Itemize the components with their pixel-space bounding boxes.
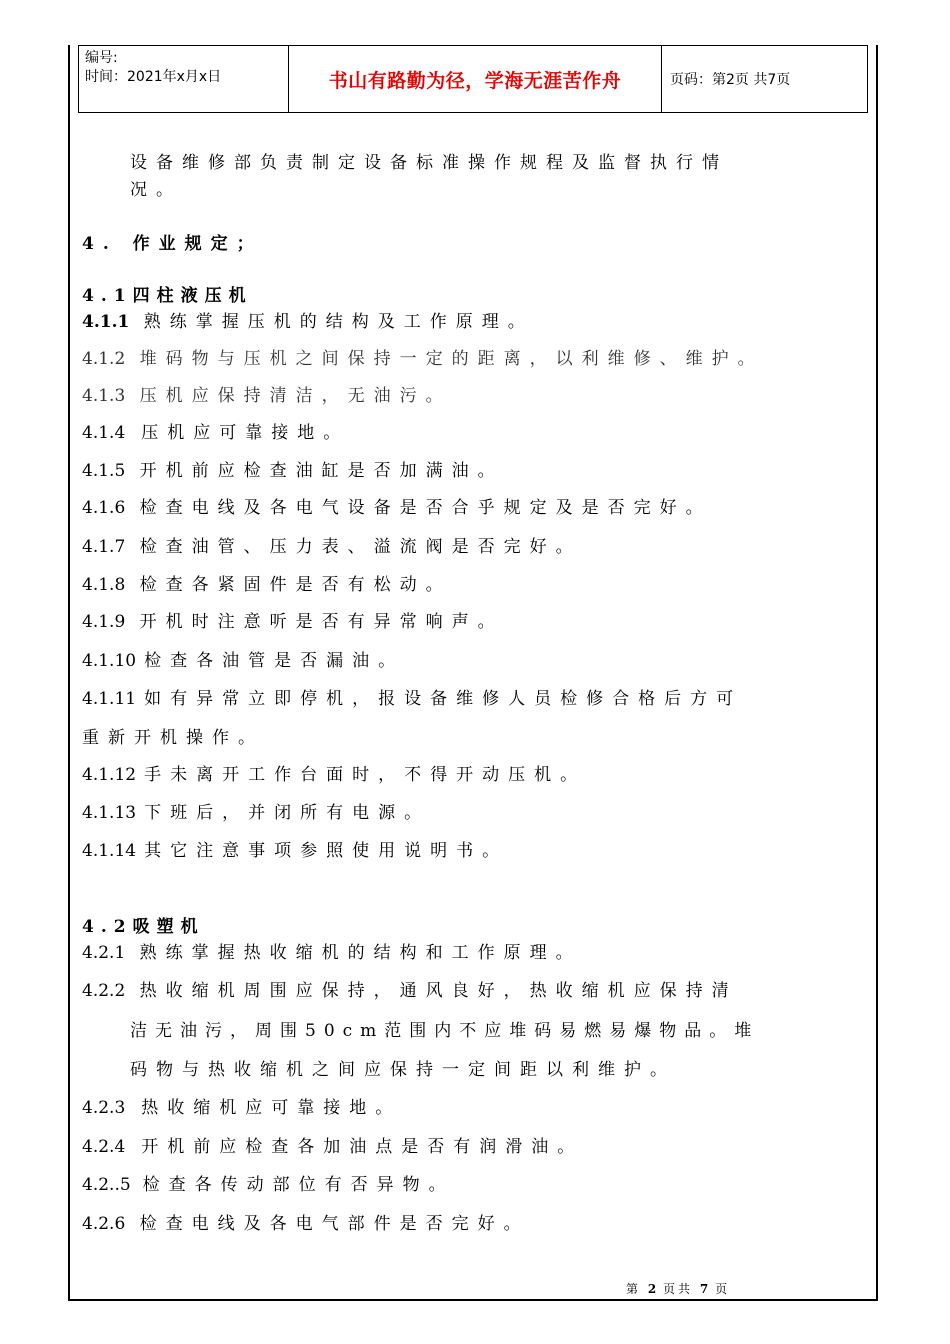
list-item: 4.2.3 热收缩机应可靠接地。 xyxy=(82,1098,402,1118)
list-item: 4.1.11 如有异常立即停机，报设备维修人员检修合格后方可 xyxy=(82,689,743,709)
list-item: 4.2.6 检查电线及各电气部件是否完好。 xyxy=(82,1214,530,1234)
list-item: 4.2.1 熟练掌握热收缩机的结构和工作原理。 xyxy=(82,943,582,963)
list-item-continuation: 洁无油污，周围50cm范围内不应堆码易燃易爆物品。堆 xyxy=(130,1021,760,1041)
header-meta xyxy=(79,46,289,113)
header-motto: 书山有路勤为径，学海无涯苦作舟 xyxy=(289,46,662,113)
list-item: 4.1.6 检查电线及各电气设备是否合乎规定及是否完好。 xyxy=(82,498,712,518)
list-item: 4.1.7 检查油管、压力表、溢流阀是否完好。 xyxy=(82,537,582,557)
list-item: 4.1.9 开机时注意听是否有异常响声。 xyxy=(82,612,504,632)
list-item: 4.1.14 其它注意事项参照使用说明书。 xyxy=(82,841,509,861)
section-4-2-title: 4.2吸塑机 xyxy=(82,917,205,937)
header-page-info: 页码：第2页 共7页 xyxy=(662,46,868,113)
list-item-continuation: 重新开机操作。 xyxy=(82,728,264,748)
intro-line-1: 设备维修部负责制定设备标准操作规程及监督执行情 xyxy=(130,153,728,173)
list-item: 4.1.1 熟练掌握压机的结构及工作原理。 xyxy=(82,312,534,332)
list-item: 4.2.2 热收缩机周围应保持，通风良好，热收缩机应保持清 xyxy=(82,981,738,1001)
time-label: 时间：2021年x月x日 xyxy=(85,69,222,85)
list-item: 4.2.4 开机前应检查各加油点是否有润滑油。 xyxy=(82,1137,584,1157)
section-4-title: 4. 作业规定； xyxy=(82,234,263,254)
list-item: 4.1.13 下班后，并闭所有电源。 xyxy=(82,803,431,823)
list-item: 4.1.2 堆码物与压机之间保持一定的距离，以利维修、维护。 xyxy=(82,349,764,369)
section-4-1-title: 4.1四柱液压机 xyxy=(82,286,253,306)
list-item: 4.1.12 手未离开工作台面时，不得开动压机。 xyxy=(82,765,587,785)
list-item: 4.2..5 检查各传动部位有否异物。 xyxy=(82,1175,455,1195)
page-footer: 第 2 页共 7 页 xyxy=(626,1282,731,1296)
intro-line-2: 况。 xyxy=(130,180,182,200)
list-item: 4.1.5 开机前应检查油缸是否加满油。 xyxy=(82,461,504,481)
number-label: 编号: xyxy=(85,50,118,66)
list-item: 4.1.4 压机应可靠接地。 xyxy=(82,423,350,443)
list-item: 4.1.8 检查各紧固件是否有松动。 xyxy=(82,575,452,595)
list-item: 4.1.3 压机应保持清洁，无油污。 xyxy=(82,386,452,406)
header-table xyxy=(78,45,868,113)
list-item-continuation: 码物与热收缩机之间应保持一定间距以利维护。 xyxy=(130,1060,676,1080)
list-item: 4.1.10 检查各油管是否漏油。 xyxy=(82,651,405,671)
